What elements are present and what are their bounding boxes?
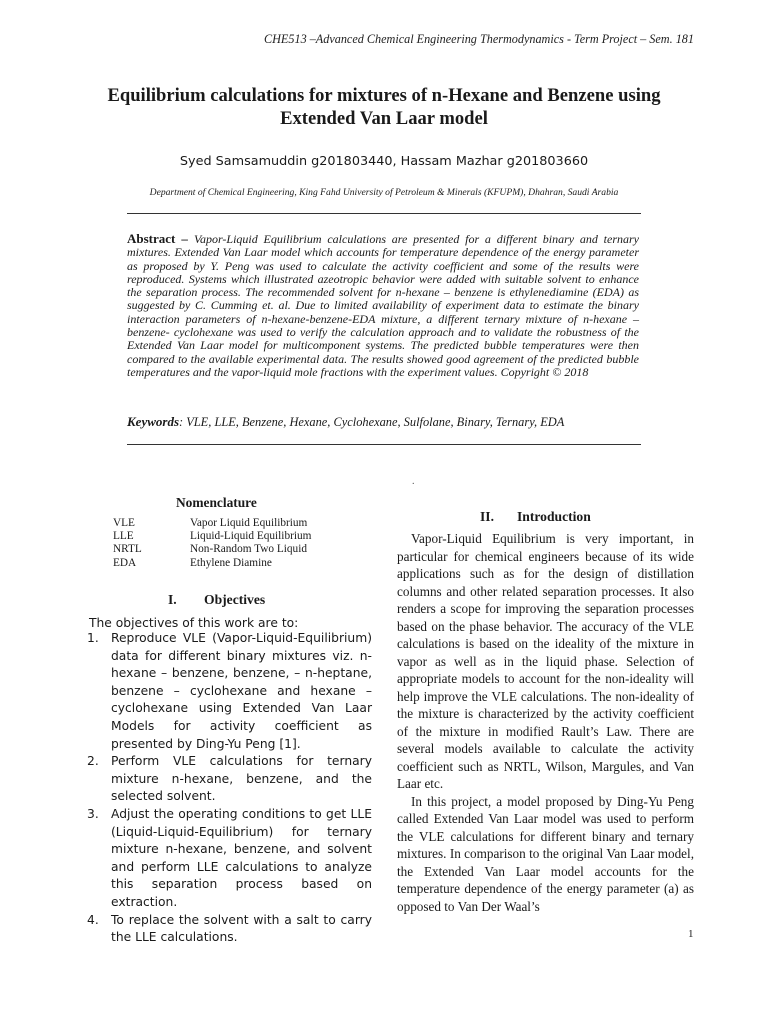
list-item-text: Perform VLE calculations for ternary mixture n-hexane, benzene, and the selected solvent.	[111, 754, 372, 804]
nomenclature-desc: Non-Random Two Liquid	[190, 543, 307, 556]
title-line-1: Equilibrium calculations for mixtures of n-Hexane and Benzene using	[107, 85, 661, 106]
abstract	[127, 232, 639, 379]
nomenclature-row	[113, 543, 311, 556]
objectives-list	[86, 630, 372, 947]
introduction-paragraph: Vapor-Liquid Equilibrium is very important, in particular for chemical engineers because of its wide applications such as for the design of distillation columns and other related separation processes. It also renders a scope for improving the separation processes based on the phase behavior. The accuracy of the VLE calculations is based on the ideality of the mixture in vapor as well as in the liquid phase. Selection of appropriate models to account for the non-ideality will help improve the VLE calculations. The non-ideality of the mixture is characterized by the activity coefficient of the mixture in modified Rault’s Law. There are several models available to calculate the activity coefficient such as NRTL, Wilson, Margules, and Van Laar etc.	[397, 531, 694, 791]
list-item-text: To replace the solvent with a salt to carry the LLE calculations.	[111, 912, 372, 945]
keywords-text: : VLE, LLE, Benzene, Hexane, Cyclohexane, Sulfolane, Binary, Ternary, EDA	[179, 415, 565, 429]
nomenclature-abbr: VLE	[113, 517, 135, 529]
nomenclature-row	[113, 557, 311, 570]
nomenclature-abbr: EDA	[113, 556, 137, 569]
running-header: CHE513 –Advanced Chemical Engineering Thermodynamics - Term Project – Sem. 181	[264, 32, 694, 46]
list-item-text: Adjust the operating conditions to get LLE (Liquid-Liquid-Equilibrium) for ternary mixture n-hexane, benzene, and solvent and perform LLE calculations to analyze this separation process based on extraction.	[111, 806, 372, 909]
page-number: 1	[688, 928, 694, 940]
abstract-text: Vapor-Liquid Equilibrium calculations are presented for a different binary and ternary mixtures. Extended Van Laar model which accounts for temperature dependence of the energy parameter as proposed by Y. Peng was used to calculate the activity coefficient and some of the results were reproduced. Systems which illustrated azeotropic behavior were added with suitable solvent to enhance the separation process. The recommended solvent for n-hexane – benzene is ethylenediamine (EDA) as suggested by C. Cumming et. al. Due to limited availability of experiment data to estimate the binary interaction parameters of n-hexane-benzene-EDA mixture, a different ternary mixture of n-hexane – benzene- cyclohexane was used to verify the calculation approach and to validate the robustness of the Extended Van Laar model for multicomponent systems. The predicted bubble temperatures were then compared to the available experimental data. The results showed good agreement of the predicted bubble temperatures and the vapor-liquid mole fractions with the experiment values. Copyright © 2018	[127, 232, 639, 379]
paper-title	[40, 84, 728, 130]
objectives-number: I.	[168, 592, 177, 607]
list-item-text: Reproduce VLE (Vapor-Liquid-Equilibrium) data for different binary mixtures viz. n-hexane – benzene, benzene, – n-heptane, benzene – cyclohexane and hexane – cyclohexane using Extended Van Laar Models for activity coefficient as presented by Ding-Yu Peng [1].	[111, 631, 372, 751]
list-item	[86, 753, 372, 806]
nomenclature-desc: Liquid-Liquid Equilibrium	[190, 530, 312, 543]
abstract-label: Abstract –	[127, 231, 194, 246]
introduction-heading	[480, 509, 591, 525]
rule-bottom	[127, 444, 641, 445]
title-line-2: Extended Van Laar model	[280, 108, 488, 129]
introduction-paragraph: In this project, a model proposed by Ding-Yu Peng called Extended Van Laar model was used to perform the VLE calculations for different binary and ternary mixtures. In comparison to the original Van Laar model, the Extended Van Laar model accounts for the temperature dependence of the energy parameter (a) as opposed to Van Der Waal’s	[397, 793, 694, 914]
nomenclature-heading: Nomenclature	[176, 495, 257, 510]
nomenclature-abbr: LLE	[113, 530, 134, 543]
nomenclature-desc: Ethylene Diamine	[190, 556, 272, 569]
nomenclature-row	[113, 530, 311, 543]
list-item-number: 3.	[87, 806, 99, 821]
list-item	[86, 912, 372, 947]
keywords	[127, 414, 639, 430]
list-item-number: 4.	[87, 912, 99, 927]
objectives-intro: The objectives of this work are to:	[89, 616, 299, 630]
list-item-number: 1.	[87, 631, 99, 645]
list-item-number: 2.	[87, 754, 99, 769]
objectives-heading	[168, 592, 265, 608]
list-item	[86, 806, 372, 912]
introduction-title: Introduction	[517, 509, 591, 524]
authors: Syed Samsamuddin g201803440, Hassam Mazhar g201803660	[179, 154, 589, 169]
stray-mark: .	[412, 476, 415, 487]
keywords-label: Keywords	[127, 414, 179, 429]
nomenclature-table	[113, 517, 311, 570]
introduction-body	[397, 530, 694, 915]
nomenclature-desc: Vapor Liquid Equilibrium	[190, 517, 308, 529]
rule-top	[127, 213, 641, 214]
objectives-title: Objectives	[204, 592, 266, 607]
introduction-number: II.	[480, 509, 494, 524]
nomenclature-abbr: NRTL	[113, 543, 142, 556]
nomenclature-row	[113, 517, 311, 530]
affiliation: Department of Chemical Engineering, King Fahd University of Petroleum & Minerals (KFUPM), Dhahran, Saudi Arabia	[149, 187, 619, 198]
list-item	[86, 630, 372, 753]
